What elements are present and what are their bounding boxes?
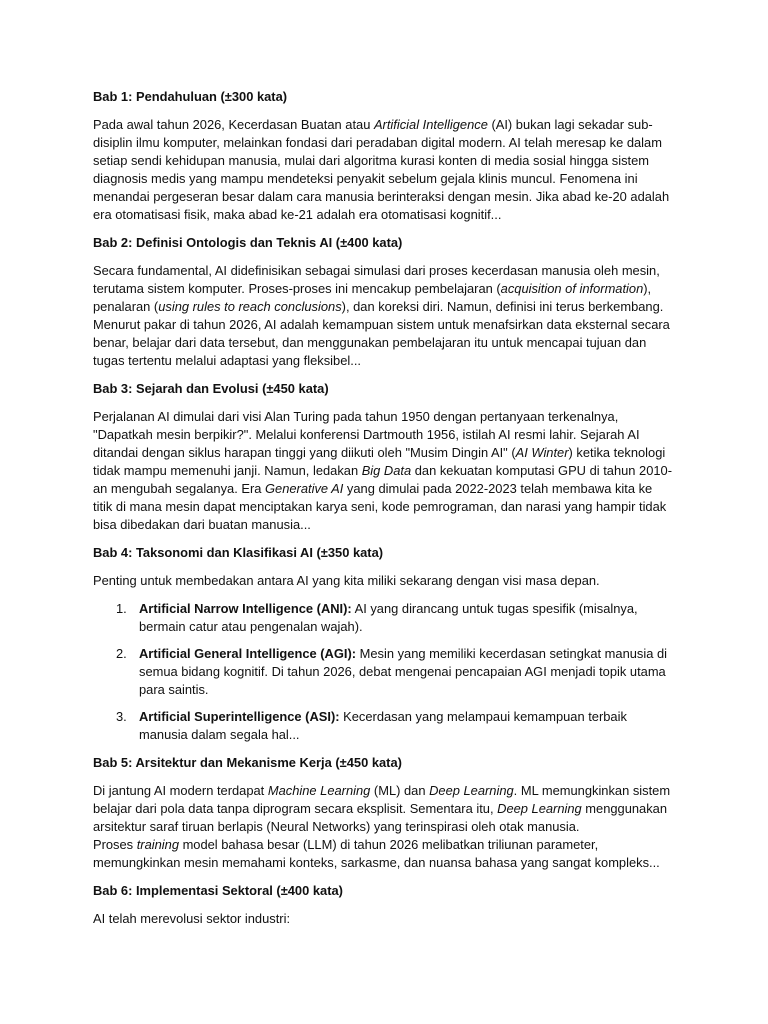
list-term: Artificial General Intelligence (AGI): (139, 646, 357, 661)
list-term: Artificial Superintelligence (ASI): (139, 709, 340, 724)
section-bab-2 (93, 234, 672, 370)
section-heading: Bab 3: Sejarah dan Evolusi (±450 kata) (93, 381, 329, 396)
section-heading: Bab 2: Definisi Ontologis dan Teknis AI (±400 kata) (93, 235, 403, 250)
text-run: ) ketika teknologi tidak mampu memenuhi janji. Namun, ledakan (93, 445, 666, 478)
text-run: (AI) bukan lagi sekadar sub-disiplin ilmu komputer, melainkan fondasi dari peradaban digital modern. AI telah meresap ke dalam setiap sendi kehidupan manusia, mulai dari algoritma kurasi konten di media sosial hingga sistem diagnosis medis yang mampu mendeteksi penyakit sebelum gejala klinis muncul. Fenomena ini menandai pergeseran besar dalam cara manusia berinteraksi dengan mesin. Jika abad ke-20 adalah era otomatisasi fisik, maka abad ke-21 adalah era otomatisasi kognitif... (93, 117, 670, 222)
list-item (93, 645, 672, 699)
paragraph (93, 408, 672, 534)
text-run: ), penalaran ( (93, 281, 652, 314)
ai-classification-list (93, 600, 672, 744)
text-run: Secara fundamental, AI didefinisikan sebagai simulasi dari proses kecerdasan manusia oleh mesin, terutama sistem komputer. Proses-proses ini mencakup pembelajaran ( (93, 263, 660, 296)
list-term: Artificial Narrow Intelligence (ANI): (139, 601, 352, 616)
italic-term: AI Winter (515, 445, 569, 460)
section-heading: Bab 1: Pendahuluan (±300 kata) (93, 89, 288, 104)
paragraph: Penting untuk membedakan antara AI yang kita miliki sekarang dengan visi masa depan. (93, 573, 600, 588)
text-run: Perjalanan AI dimulai dari visi Alan Turing pada tahun 1950 dengan pertanyaan terkenalnya, "Dapatkah mesin berpikir?". Melalui konferensi Dartmouth 1956, istilah AI resmi lahir. Sejarah AI ditandai dengan siklus harapan tinggi yang diikuti oleh "Musim Dingin AI" ( (93, 409, 640, 460)
italic-term: Generative AI (265, 481, 344, 496)
italic-term: Deep Learning (429, 783, 514, 798)
paragraph (93, 116, 672, 224)
text-run: Proses (93, 837, 137, 852)
section-bab-6 (93, 882, 672, 928)
section-heading: Bab 6: Implementasi Sektoral (±400 kata) (93, 883, 343, 898)
list-number: 1. (116, 601, 127, 616)
text-run: Di jantung AI modern terdapat (93, 783, 268, 798)
section-bab-1 (93, 88, 672, 224)
text-run: model bahasa besar (LLM) di tahun 2026 melibatkan triliunan parameter, memungkinkan mesin memahami konteks, sarkasme, dan nuansa bahasa yang sangat kompleks... (93, 837, 660, 870)
text-run: (ML) dan (370, 783, 430, 798)
list-desc: AI yang dirancang untuk tugas spesifik (misalnya, bermain catur atau pengenalan wajah). (139, 601, 638, 634)
text-run: . ML memungkinkan sistem belajar dari pola data tanpa diprogram secara eksplisit. Sementara itu, (93, 783, 671, 816)
list-number: 3. (116, 709, 127, 724)
text-run: dan kekuatan komputasi GPU di tahun 2010-an mengubah segalanya. Era (93, 463, 672, 496)
italic-term: Deep Learning (497, 801, 582, 816)
paragraph (93, 782, 672, 872)
list-item (93, 708, 672, 744)
italic-term: Machine Learning (267, 783, 371, 798)
list-number: 2. (116, 646, 127, 661)
italic-term: Big Data (361, 463, 412, 478)
italic-term: acquisition of information (500, 281, 644, 296)
list-item (93, 600, 672, 636)
section-heading: Bab 4: Taksonomi dan Klasifikasi AI (±350 kata) (93, 545, 384, 560)
text-run: yang dimulai pada 2022-2023 telah membawa kita ke titik di mana mesin dapat menciptakan karya seni, kode pemrograman, dan narasi yang hampir tidak bisa dibedakan dari buatan manusia... (93, 481, 667, 532)
paragraph: AI telah merevolusi sektor industri: (93, 911, 291, 926)
list-desc: Kecerdasan yang melampaui kemampuan terbaik manusia dalam segala hal... (139, 709, 627, 742)
italic-term: using rules to reach conclusions (158, 299, 342, 314)
section-bab-4 (93, 544, 672, 744)
list-desc: Mesin yang memiliki kecerdasan setingkat manusia di semua bidang kognitif. Di tahun 2026, debat mengenai pencapaian AGI menjadi topik utama para saintis. (139, 646, 667, 697)
text-run: ), dan koreksi diri. Namun, definisi ini terus berkembang. Menurut pakar di tahun 2026, AI adalah kemampuan sistem untuk menafsirkan data eksternal secara benar, belajar dari data tersebut, dan menggunakan pembelajaran itu untuk mencapai tujuan dan tugas tertentu melalui adaptasi yang fleksibel... (93, 299, 670, 368)
section-bab-5 (93, 754, 672, 872)
section-bab-3 (93, 380, 672, 534)
text-run: menggunakan arsitektur saraf tiruan berlapis (Neural Networks) yang terinspirasi oleh otak manusia. (93, 801, 668, 834)
section-heading: Bab 5: Arsitektur dan Mekanisme Kerja (±450 kata) (93, 755, 402, 770)
italic-term: training (136, 837, 179, 852)
italic-term: Artificial Intelligence (373, 117, 488, 132)
text-run: Pada awal tahun 2026, Kecerdasan Buatan atau (93, 117, 374, 132)
paragraph (93, 262, 672, 370)
